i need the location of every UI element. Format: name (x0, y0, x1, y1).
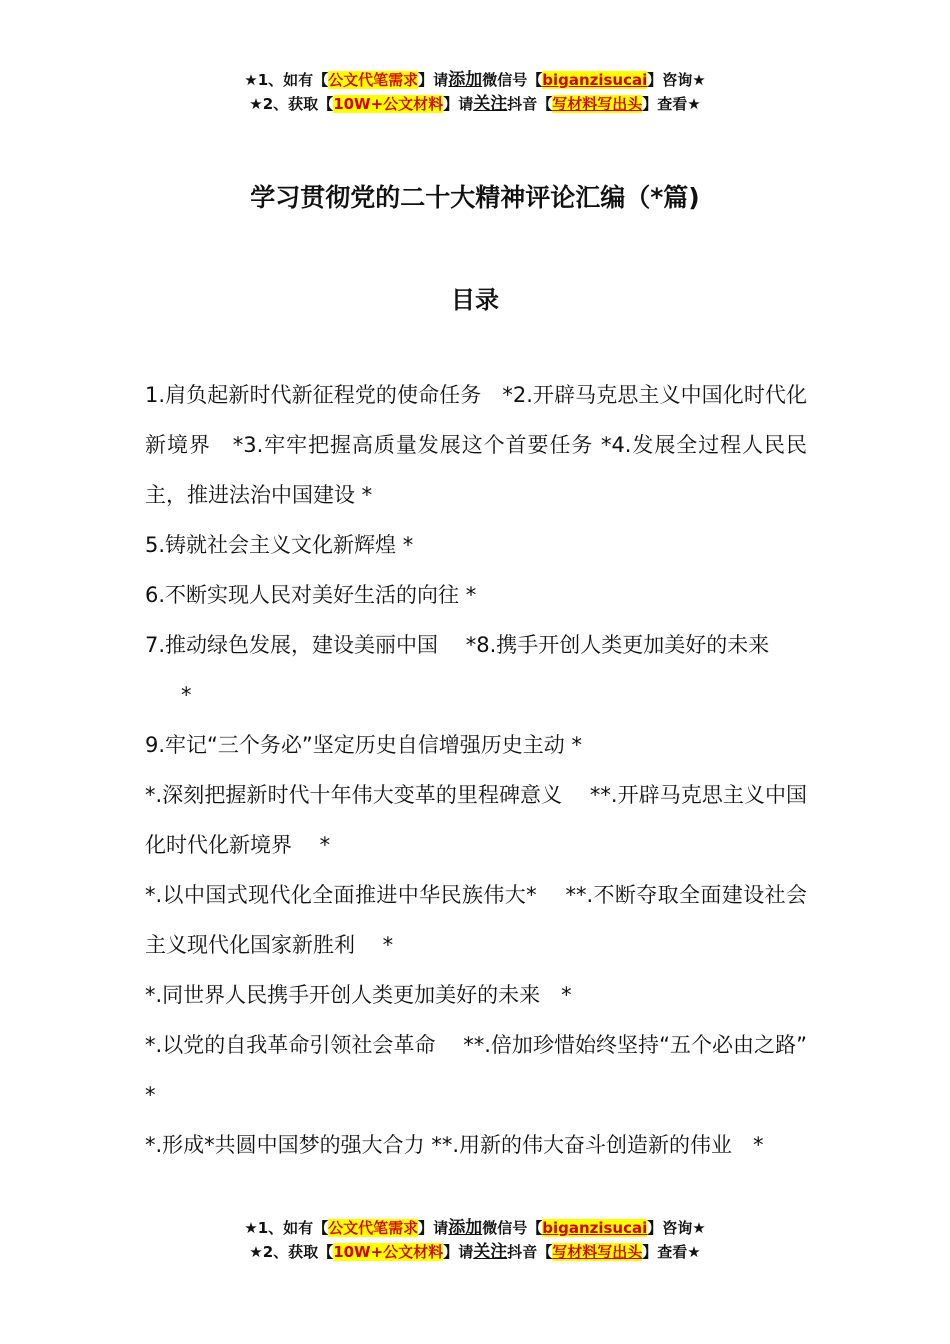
promo-emphasis: 关注 (473, 1242, 508, 1262)
toc-entry: *.以党的自我革命引领社会革命 **.倍加珍惜始终坚持“五个必由之路” * (145, 1033, 835, 1107)
promo-highlight: 公文代笔需求 (328, 71, 419, 89)
promo-text: 】请 (418, 1219, 449, 1237)
promo-text: 】查看★ (642, 1243, 701, 1261)
promo-text: 抖音【 (507, 1243, 553, 1261)
promo-text: ★2、获取【 (249, 95, 334, 113)
promo-line-1 (0, 1216, 950, 1240)
promo-douyin-id: 写材料写出头 (552, 1243, 643, 1261)
promo-line-1 (0, 68, 950, 92)
promo-emphasis: 关注 (473, 94, 508, 114)
toc-entry: 5.铸就社会主义文化新辉煌 * (145, 533, 414, 557)
promo-text: 】咨询★ (647, 1219, 706, 1237)
toc-entry: 9.牢记“三个务必”坚定历史自信增强历史主动 * (145, 733, 582, 757)
promo-wechat-id: biganzisucai (542, 71, 648, 89)
toc-entry: *.深刻把握新时代十年伟大变革的里程碑意义 **.开辟马克思主义中国化时代化新境界 * (145, 783, 807, 857)
promo-douyin-id: 写材料写出头 (552, 95, 643, 113)
table-of-contents (145, 370, 835, 1170)
promo-text: ★1、如有【 (244, 1219, 329, 1237)
toc-entry: 6.不断实现人民对美好生活的向往 * (145, 583, 477, 607)
top-promo-banner (0, 68, 950, 116)
promo-line-2 (0, 92, 950, 116)
toc-entry: *.形成*共圆中国梦的强大合力 **.用新的伟大奋斗创造新的伟业 * (145, 1133, 764, 1157)
promo-highlight: 10W+公文材料 (333, 1243, 444, 1261)
toc-entry: * (181, 683, 192, 707)
promo-text: ★1、如有【 (244, 71, 329, 89)
promo-text: ★2、获取【 (249, 1243, 334, 1261)
promo-text: 】请 (418, 71, 449, 89)
toc-entry: *.同世界人民携手开创人类更加美好的未来 * (145, 983, 572, 1007)
promo-text: 微信号【 (482, 1219, 543, 1237)
toc-entry: *.以中国式现代化全面推进中华民族伟大* **.不断夺取全面建设社会主义现代化国家新胜利 * (145, 883, 807, 957)
toc-heading: 目录 (451, 286, 499, 314)
promo-text: 】查看★ (642, 95, 701, 113)
document-title: 学习贯彻党的二十大精神评论汇编（*篇) (250, 183, 700, 212)
promo-text: 】请 (443, 1243, 474, 1261)
toc-entry: 7.推动绿色发展，建设美丽中国 *8.携手开创人类更加美好的未来 (145, 633, 770, 657)
promo-emphasis: 添加 (448, 70, 483, 90)
bottom-promo-banner (0, 1216, 950, 1264)
promo-wechat-id: biganzisucai (542, 1219, 648, 1237)
promo-line-2 (0, 1240, 950, 1264)
promo-emphasis: 添加 (448, 1218, 483, 1238)
toc-entry: 1.肩负起新时代新征程党的使命任务 *2.开辟马克思主义中国化时代化新境界 *3.牢牢把握高质量发展这个首要任务 *4.发展全过程人民民主，推进法治中国建设 * (145, 383, 807, 507)
promo-text: 微信号【 (482, 71, 543, 89)
promo-text: 抖音【 (507, 95, 553, 113)
promo-text: 】咨询★ (647, 71, 706, 89)
promo-highlight: 10W+公文材料 (333, 95, 444, 113)
promo-text: 】请 (443, 95, 474, 113)
promo-highlight: 公文代笔需求 (328, 1219, 419, 1237)
